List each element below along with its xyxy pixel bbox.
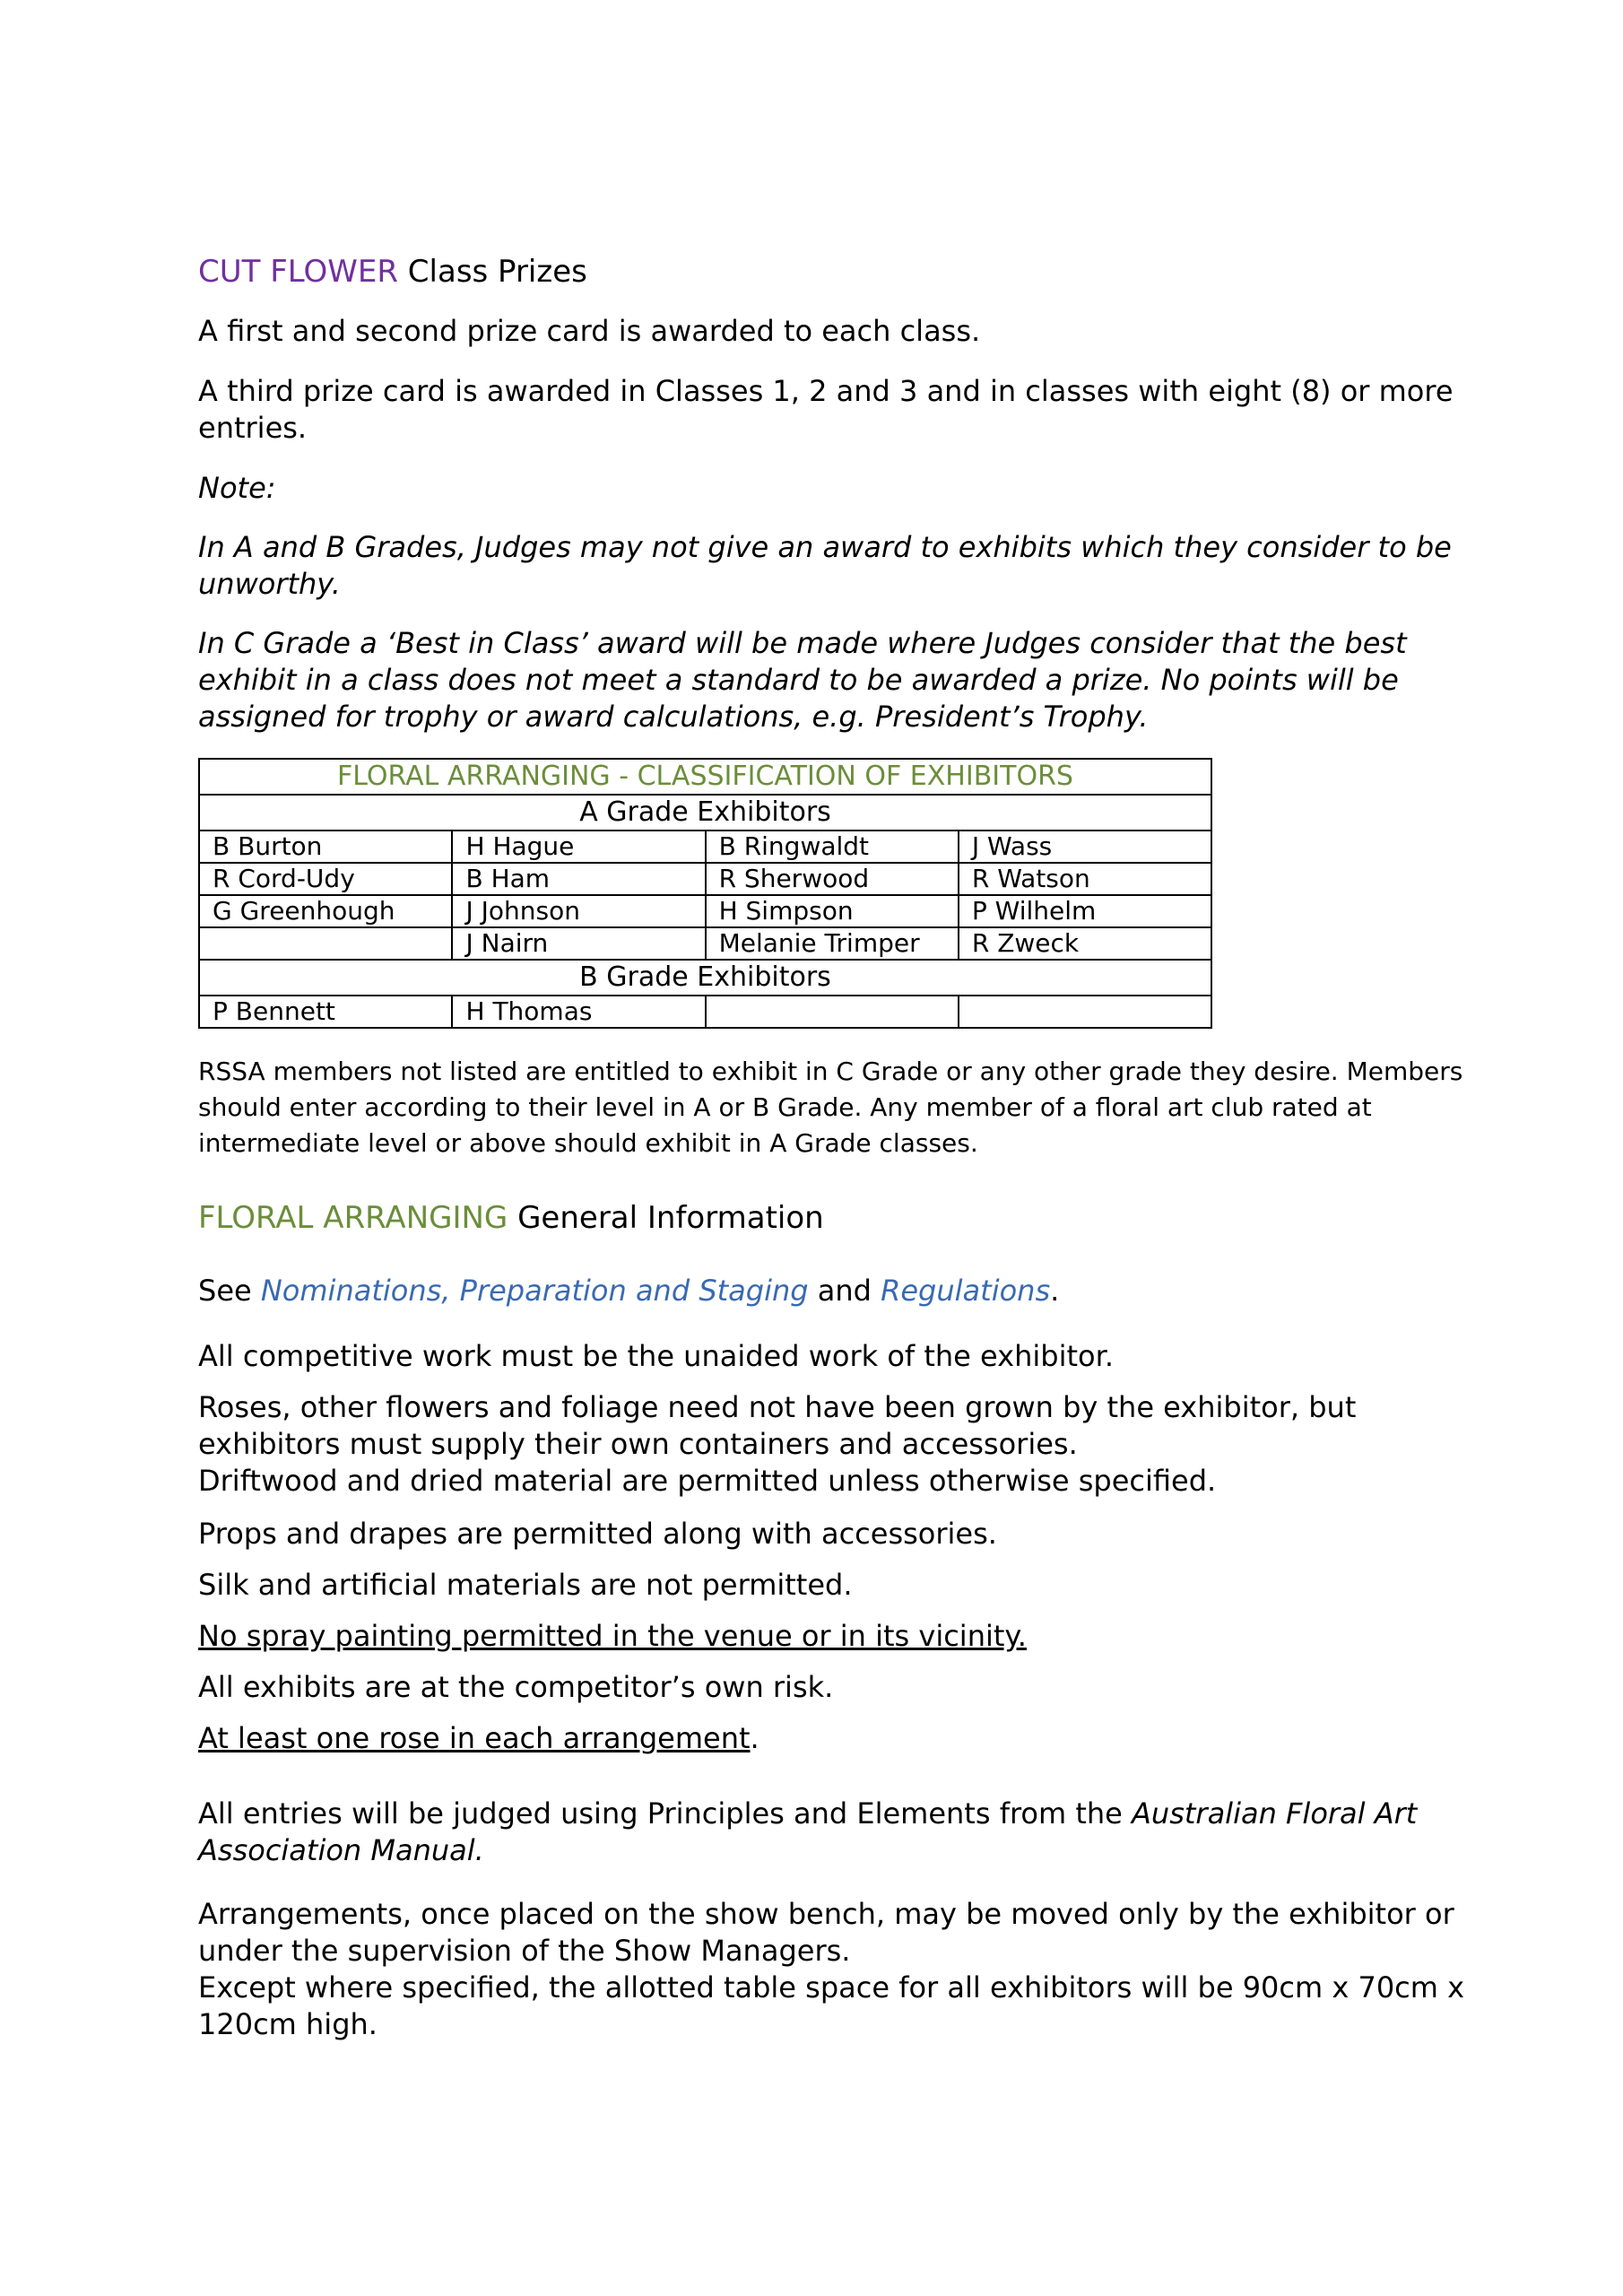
cut-flower-heading-colored: CUT FLOWER [198,254,398,290]
table-row [199,831,1211,863]
table-cell: Melanie Trimper [706,927,959,960]
rose-requirement: At least one rose in each arrangement [198,1721,751,1755]
regulations-link[interactable]: Regulations [881,1274,1051,1308]
judging-manual: Australian Floral Art Association Manual. [198,1796,1418,1867]
judging-prefix: All entries will be judged using Principles and Elements from the [198,1796,1133,1831]
info-paragraph-3: Driftwood and dried material are permitted unless otherwise specified. [198,1464,1217,1498]
floral-arranging-heading [198,1198,824,1238]
note-label: Note: [198,471,276,505]
floral-heading-colored: FLORAL ARRANGING [198,1200,508,1236]
info-paragraph-1: All competitive work must be the unaided work of the exhibitor. [198,1339,1114,1373]
table-row [199,996,1211,1028]
table-cell: B Ringwaldt [706,831,959,863]
b-grade-header-row [199,960,1211,996]
note-paragraph-2: In C Grade a ‘Best in Class’ award will be made where Judges consider that the best exhibit in a class does not meet a standard to be awarded a prize. No points will be assigned for trophy or award calculations, e.g. President’s Trophy. [198,626,1407,734]
table-cell: P Wilhelm [959,895,1211,927]
info-paragraph-2: Roses, other flowers and foliage need not have been grown by the exhibitor, but exhibitors must supply their own containers and accessories. [198,1390,1357,1461]
b-grade-label: B Grade Exhibitors [199,960,1211,996]
table-cell: J Nairn [452,927,705,960]
table-title-row [199,759,1211,795]
table-cell: R Sherwood [706,863,959,895]
table-cell: R Watson [959,863,1211,895]
rose-requirement-suffix: . [750,1721,759,1755]
note-paragraph-1: In A and B Grades, Judges may not give an award to exhibits which they consider to be unworthy. [198,530,1452,601]
prize-paragraph-2: A third prize card is awarded in Classes 1, 2 and 3 and in classes with eight (8) or more entries. [198,374,1454,445]
info-paragraph-10: Arrangements, once placed on the show bench, may be moved only by the exhibitor or under the supervision of the Show Managers. [198,1897,1454,1968]
classification-footnote: RSSA members not listed are entitled to exhibit in C Grade or any other grade they desire. Members should enter according to their level in A or B Grade. Any member of a floral art club rated at intermediate level or above should exhibit in A Grade classes. [198,1057,1463,1158]
table-row [199,927,1211,960]
prize-paragraph-1: A first and second prize card is awarded to each class. [198,314,981,348]
table-cell: G Greenhough [199,895,452,927]
see-suffix: . [1050,1274,1060,1308]
cut-flower-heading-rest: Class Prizes [397,254,587,290]
table-cell: R Cord-Udy [199,863,452,895]
table-cell [199,927,452,960]
table-cell [706,996,959,1028]
table-cell: H Simpson [706,895,959,927]
table-cell [959,996,1211,1028]
info-paragraph-7: All exhibits are at the competitor’s own risk. [198,1670,834,1704]
floral-heading-rest: General Information [508,1200,824,1236]
table-cell: R Zweck [959,927,1211,960]
table-cell: J Johnson [452,895,705,927]
see-references [198,1273,1471,1309]
table-cell: P Bennett [199,996,452,1028]
table-cell: B Burton [199,831,452,863]
info-paragraph-5: Silk and artificial materials are not permitted. [198,1568,853,1602]
info-paragraph-9 [198,1796,1471,1869]
a-grade-header-row [199,795,1211,831]
table-row [199,895,1211,927]
table-cell: B Ham [452,863,705,895]
a-grade-label: A Grade Exhibitors [199,795,1211,831]
info-paragraph-4: Props and drapes are permitted along with accessories. [198,1517,997,1551]
table-cell: J Wass [959,831,1211,863]
info-paragraph-8 [198,1720,1471,1757]
info-paragraph-11: Except where specified, the allotted table space for all exhibitors will be 90cm x 70cm x 120cm high. [198,1970,1465,2041]
classification-title: FLORAL ARRANGING - CLASSIFICATION OF EXHIBITORS [199,759,1211,795]
info-paragraph-6: No spray painting permitted in the venue or in its vicinity. [198,1619,1027,1653]
see-prefix: See [198,1274,261,1308]
table-row [199,863,1211,895]
nominations-link[interactable]: Nominations, Preparation and Staging [260,1274,809,1308]
table-cell: H Thomas [452,996,705,1028]
cut-flower-heading [198,252,587,291]
see-mid: and [808,1274,881,1308]
table-cell: H Hague [452,831,705,863]
classification-table [198,758,1212,1029]
